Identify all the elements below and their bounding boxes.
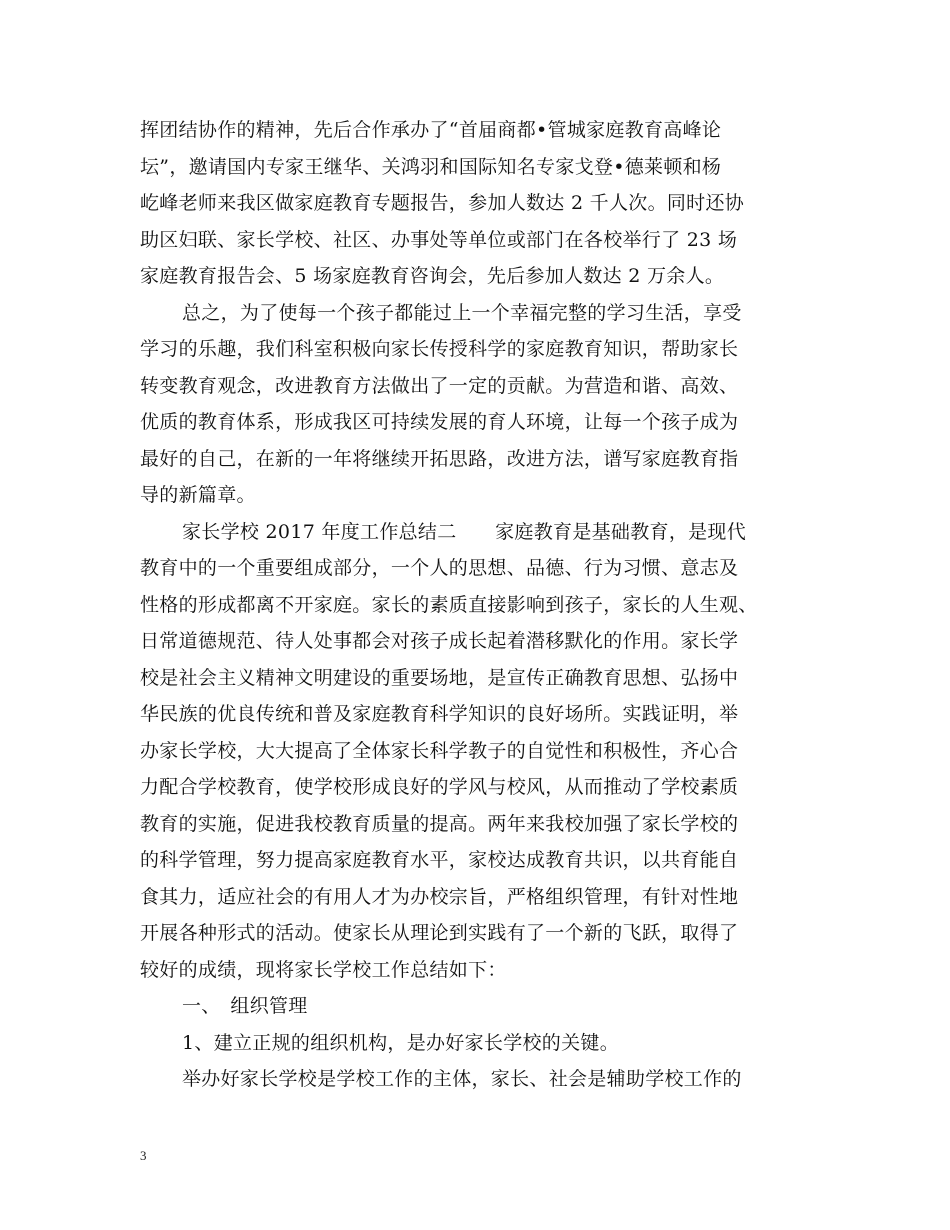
text-line: 总之，为了使每一个孩子都能过上一个幸福完整的学习生活，享受: [182, 301, 742, 324]
text-line: 导的新篇章。: [140, 484, 256, 506]
text-line: 转变教育观念，改进教育方法做出了一定的贡献。为营造和谐、高效、: [140, 374, 739, 397]
text-line: 1、建立正规的组织机构，是办好家长学校的关键。: [182, 1031, 619, 1054]
text-line: 教育的实施，促进我校教育质量的提高。两年来我校加强了家长学校的: [140, 812, 739, 835]
text-line: 办家长学校，大大提高了全体家长科学教子的自觉性和积极性，齐心合: [140, 739, 739, 762]
page-number: 3: [140, 1148, 147, 1163]
text-line: 华民族的优良传统和普及家庭教育科学知识的良好场所。实践证明，举: [140, 703, 739, 725]
text-line: 较好的成绩，现将家长学校工作总结如下：: [140, 958, 507, 981]
body-text: [140, 112, 820, 1098]
text-line: 举办好家长学校是学校工作的主体，家长、社会是辅助学校工作的: [182, 1068, 742, 1090]
text-line: 的科学管理，努力提高家庭教育水平，家校达成教育共识，以共育能自: [140, 849, 739, 871]
text-line: 屹峰老师来我区做家庭教育专题报告，参加人数达 2 千人次。同时还协: [140, 192, 745, 214]
text-line: 校是社会主义精神文明建设的重要场地，是宣传正确教育思想、弘扬中: [140, 666, 739, 689]
text-line: 力配合学校教育，使学校形成良好的学风与校风，从而推动了学校素质: [140, 776, 739, 798]
text-line: 教育中的一个重要组成部分，一个人的思想、品德、行为习惯、意志及: [140, 557, 739, 579]
text-line: 学习的乐趣，我们科室积极向家长传授科学的家庭教育知识，帮助家长: [140, 338, 739, 360]
text-line: 挥团结协作的精神，先后合作承办了“首届商都•管城家庭教育高峰论: [140, 119, 722, 141]
text-line: 最好的自己，在新的一年将继续开拓思路，改进方法，谱写家庭教育指: [140, 447, 739, 470]
text-line: 日常道德规范、待人处事都会对孩子成长起着潜移默化的作用。家长学: [140, 630, 739, 652]
text-line: 家长学校 2017 年度工作总结二 家庭教育是基础教育，是现代: [182, 520, 747, 543]
text-line: 一、 组织管理: [182, 995, 308, 1017]
text-line: 性格的形成都离不开家庭。家长的素质直接影响到孩子，家长的人生观、: [140, 593, 758, 616]
text-line: 助区妇联、家长学校、社区、办事处等单位或部门在各校举行了 23 场: [140, 228, 738, 251]
text-line: 开展各种形式的活动。使家长从理论到实践有了一个新的飞跃，取得了: [140, 922, 739, 944]
text-line: 家庭教育报告会、5 场家庭教育咨询会，先后参加人数达 2 万余人。: [140, 265, 725, 287]
text-line: 坛”，邀请国内专家王继华、关鸿羽和国际知名专家戈登•德莱顿和杨: [140, 155, 722, 178]
text-line: 优质的教育体系，形成我区可持续发展的育人环境，让每一个孩子成为: [140, 411, 739, 433]
text-line: 食其力，适应社会的有用人才为办校宗旨，严格组织管理，有针对性地: [140, 885, 739, 908]
